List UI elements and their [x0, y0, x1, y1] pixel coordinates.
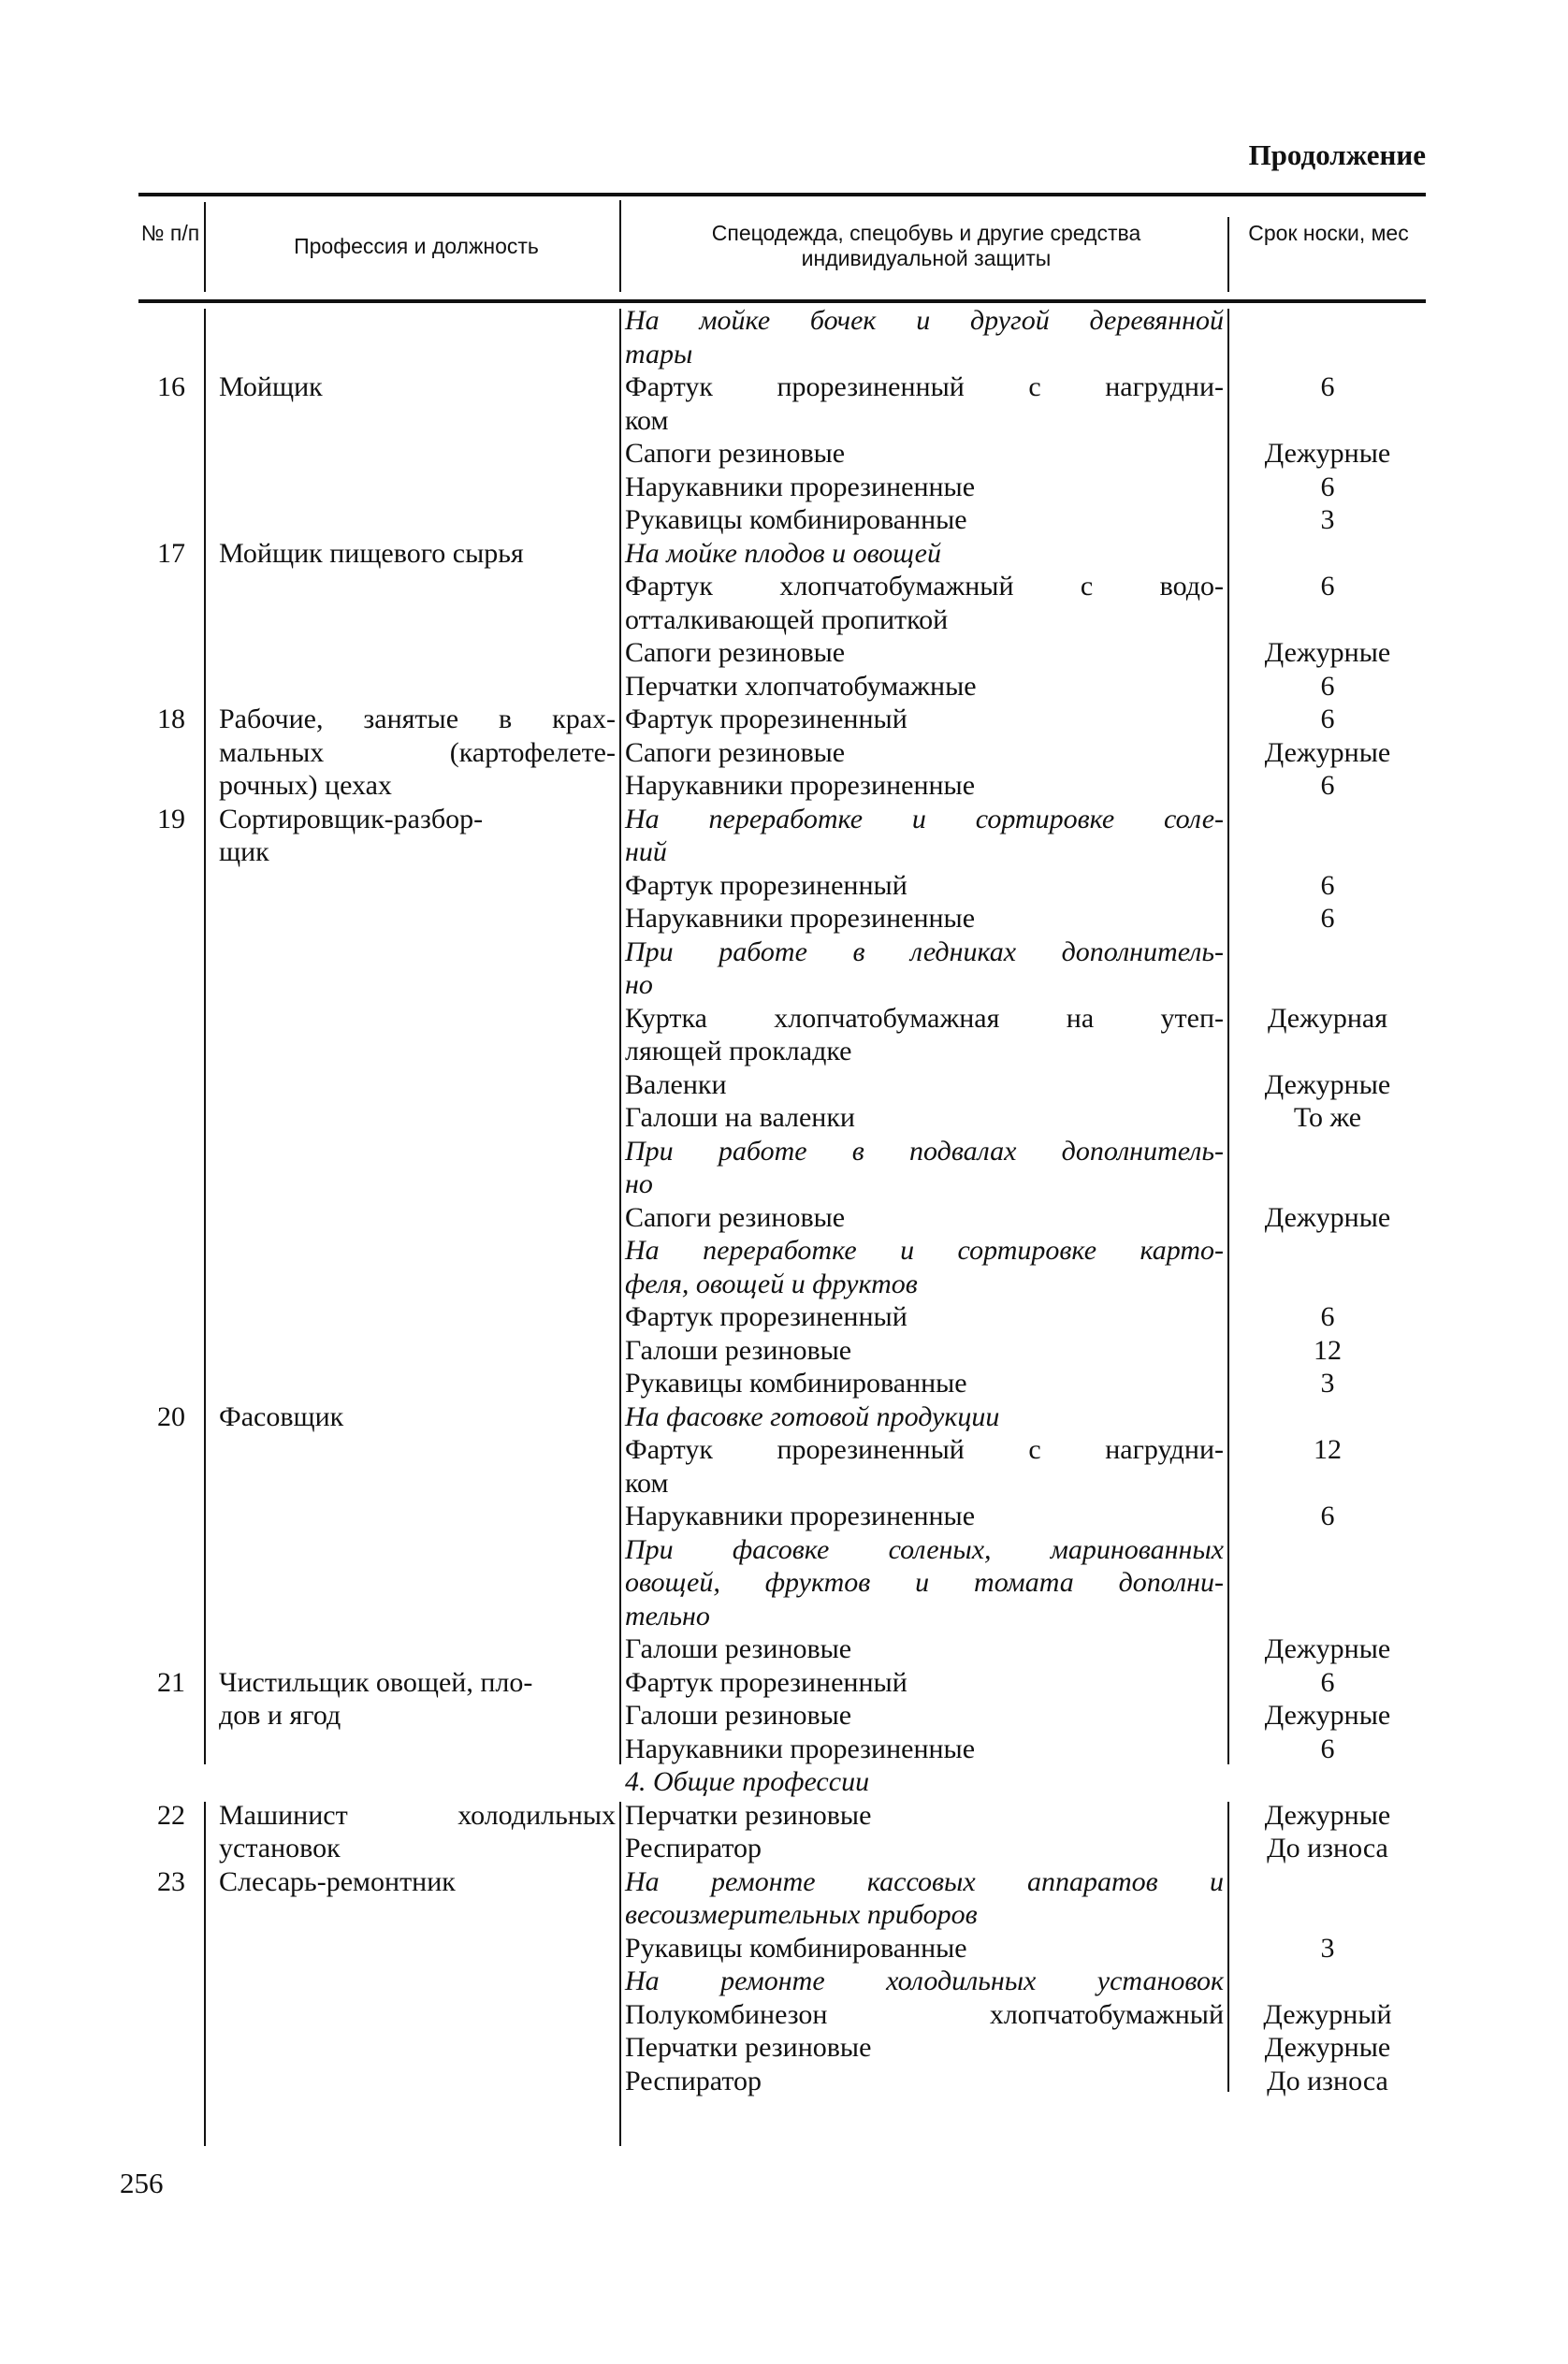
equipment-item: Галоши резиновые	[625, 1633, 852, 1664]
row-number: 21	[157, 1666, 185, 1698]
equipment-item: Нарукавники прорезиненные	[625, 1733, 976, 1764]
wear-term: Дежурные	[1264, 1700, 1391, 1731]
equipment-item: Сапоги резиновые	[625, 438, 846, 469]
wear-term: 12	[1314, 1434, 1342, 1465]
wear-term: То же	[1293, 1102, 1362, 1133]
condition-subheading: тельно	[625, 1600, 710, 1632]
condition-subheading: При работе в подвалах дополнитель-	[625, 1135, 1224, 1167]
condition-subheading: На мойке бочек и другой деревянной	[625, 305, 1224, 336]
profession-text: мальных (картофелете-	[219, 736, 616, 768]
wear-term: 6	[1320, 471, 1335, 502]
wear-term: 6	[1320, 670, 1335, 702]
equipment-item: Фартук прорезиненный	[625, 703, 907, 734]
row-number: 22	[157, 1799, 185, 1831]
equipment-item: Фартук прорезиненный с нагрудни-	[625, 371, 1224, 402]
equipment-item: Куртка хлопчатобумажная на утеп-	[625, 1002, 1224, 1034]
wear-term: 3	[1320, 1932, 1335, 1964]
wear-term: Дежурные	[1264, 1799, 1391, 1831]
wear-term: 6	[1320, 903, 1335, 934]
equipment-item: Сапоги резиновые	[625, 736, 846, 768]
equipment-item: ляющей прокладке	[625, 1036, 852, 1066]
wear-term: Дежурные	[1264, 736, 1391, 768]
equipment-item: Фартук прорезиненный	[625, 1666, 907, 1698]
row-number: 20	[157, 1400, 185, 1432]
equipment-item: Фартук прорезиненный	[625, 1301, 907, 1332]
header-divider	[1227, 217, 1229, 292]
equipment-item: Нарукавники прорезиненные	[625, 770, 976, 801]
header-divider	[619, 200, 621, 292]
profession-text: Рабочие, занятые в крах-	[219, 703, 616, 734]
wear-term: Дежурная	[1267, 1002, 1388, 1034]
wear-term: 6	[1320, 703, 1335, 734]
header-profession: Профессия и должность	[294, 234, 539, 258]
column-divider	[204, 309, 206, 1764]
wear-term: Дежурные	[1264, 637, 1391, 668]
wear-term: 6	[1320, 371, 1335, 402]
equipment-item: Перчатки хлопчатобумажные	[625, 670, 977, 702]
profession-text: Мойщик пищевого сырья	[219, 537, 524, 569]
wear-term: 6	[1320, 1666, 1335, 1698]
condition-subheading: На фасовке готовой продукции	[625, 1400, 1000, 1432]
condition-subheading: ний	[625, 836, 667, 867]
row-number: 19	[157, 803, 185, 834]
equipment-item: Галоши резиновые	[625, 1700, 852, 1731]
wear-term: 3	[1320, 504, 1335, 535]
header-term: Срок носки, мес	[1248, 221, 1409, 245]
condition-subheading: но	[625, 1168, 653, 1199]
wear-term: 6	[1320, 1301, 1335, 1332]
equipment-item: Фартук прорезиненный	[625, 869, 907, 901]
condition-subheading: На ремонте холодильных установок	[625, 1965, 1224, 1996]
profession-text: щик	[219, 836, 269, 867]
condition-subheading: На переработке и сортировке соле-	[625, 803, 1224, 834]
profession-text: установок	[219, 1833, 341, 1864]
column-divider	[1227, 1802, 1229, 2092]
page-number: 256	[120, 2167, 164, 2199]
equipment-item: Перчатки резиновые	[625, 2032, 872, 2063]
condition-subheading: тары	[625, 338, 693, 370]
row-number: 17	[157, 537, 185, 569]
equipment-item: ком	[625, 404, 669, 436]
header-num: № п/п	[140, 221, 200, 245]
row-number: 18	[157, 703, 185, 734]
equipment-item: Рукавицы комбинированные	[625, 504, 967, 535]
wear-term: Дежурные	[1264, 2032, 1391, 2063]
wear-term: 6	[1320, 1733, 1335, 1764]
equipment-item: Сапоги резиновые	[625, 1201, 846, 1233]
wear-term: До износа	[1267, 1833, 1388, 1864]
equipment-item: Нарукавники прорезиненные	[625, 1501, 976, 1531]
equipment-item: Галоши на валенки	[625, 1102, 855, 1133]
profession-text: Машинист холодильных	[219, 1799, 616, 1831]
wear-term: Дежурные	[1264, 1068, 1391, 1100]
equipment-item: Сапоги резиновые	[625, 637, 846, 668]
column-divider	[619, 1802, 621, 2146]
condition-subheading: На переработке и сортировке карто-	[625, 1235, 1224, 1266]
equipment-item: Рукавицы комбинированные	[625, 1932, 967, 1964]
equipment-item: Перчатки резиновые	[625, 1799, 872, 1831]
equipment-item: Галоши резиновые	[625, 1334, 852, 1366]
condition-subheading: На мойке плодов и овощей	[625, 537, 941, 569]
equipment-item: Фартук хлопчатобумажный с водо-	[625, 571, 1224, 602]
condition-subheading: При работе в ледниках дополнитель-	[625, 935, 1224, 967]
equipment-item: Рукавицы комбинированные	[625, 1368, 967, 1399]
wear-term: 6	[1320, 571, 1335, 602]
equipment-item: Полукомбинезон хлопчатобумажный	[625, 1998, 1224, 2030]
wear-term: 6	[1320, 770, 1335, 801]
equipment-item: Респиратор	[625, 2065, 762, 2096]
equipment-item: отталкивающей пропиткой	[625, 603, 949, 635]
column-divider	[619, 309, 621, 1764]
wear-term: 6	[1320, 869, 1335, 901]
row-number: 16	[157, 371, 185, 402]
wear-term: Дежурные	[1264, 1201, 1391, 1233]
section-heading: 4. Общие профессии	[625, 1766, 870, 1797]
equipment-item: Респиратор	[625, 1833, 762, 1864]
condition-subheading: При фасовке соленых, маринованных	[625, 1533, 1224, 1565]
wear-term: 12	[1314, 1334, 1342, 1366]
profession-text: Мойщик	[219, 371, 323, 402]
header-top-rule	[138, 193, 1426, 196]
header-bottom-rule	[138, 299, 1426, 303]
header-divider	[204, 202, 206, 292]
profession-text: дов и ягод	[219, 1700, 341, 1731]
equipment-item: Нарукавники прорезиненные	[625, 471, 976, 502]
row-number: 23	[157, 1865, 185, 1897]
profession-text: рочных) цехах	[219, 770, 392, 801]
equipment-item: Фартук прорезиненный с нагрудни-	[625, 1434, 1224, 1465]
condition-subheading: весоизмерительных приборов	[625, 1899, 978, 1930]
wear-term: Дежурные	[1264, 1633, 1391, 1664]
column-divider	[1227, 309, 1229, 1764]
header-equipment: Спецодежда, спецобувь и другие средства индивидуальной защиты	[711, 221, 1141, 270]
equipment-item: Нарукавники прорезиненные	[625, 903, 976, 934]
continuation-label: Продолжение	[1248, 138, 1426, 171]
condition-subheading: но	[625, 969, 653, 1000]
condition-subheading: овощей, фруктов и томата дополни-	[625, 1567, 1224, 1598]
wear-term: 3	[1320, 1368, 1335, 1399]
condition-subheading: На ремонте кассовых аппаратов и	[625, 1865, 1224, 1897]
equipment-item: Валенки	[625, 1068, 727, 1100]
profession-text: Фасовщик	[219, 1400, 344, 1432]
profession-text: Чистильщик овощей, пло-	[219, 1666, 533, 1698]
profession-text: Сортировщик-разбор-	[219, 803, 484, 834]
profession-text: Слесарь-ремонтник	[219, 1865, 456, 1897]
wear-term: До износа	[1267, 2065, 1388, 2096]
condition-subheading: феля, овощей и фруктов	[625, 1268, 918, 1299]
wear-term: 6	[1320, 1501, 1335, 1531]
equipment-item: ком	[625, 1467, 669, 1499]
wear-term: Дежурные	[1264, 438, 1391, 469]
wear-term: Дежурный	[1263, 1998, 1392, 2030]
column-divider	[204, 1802, 206, 2146]
